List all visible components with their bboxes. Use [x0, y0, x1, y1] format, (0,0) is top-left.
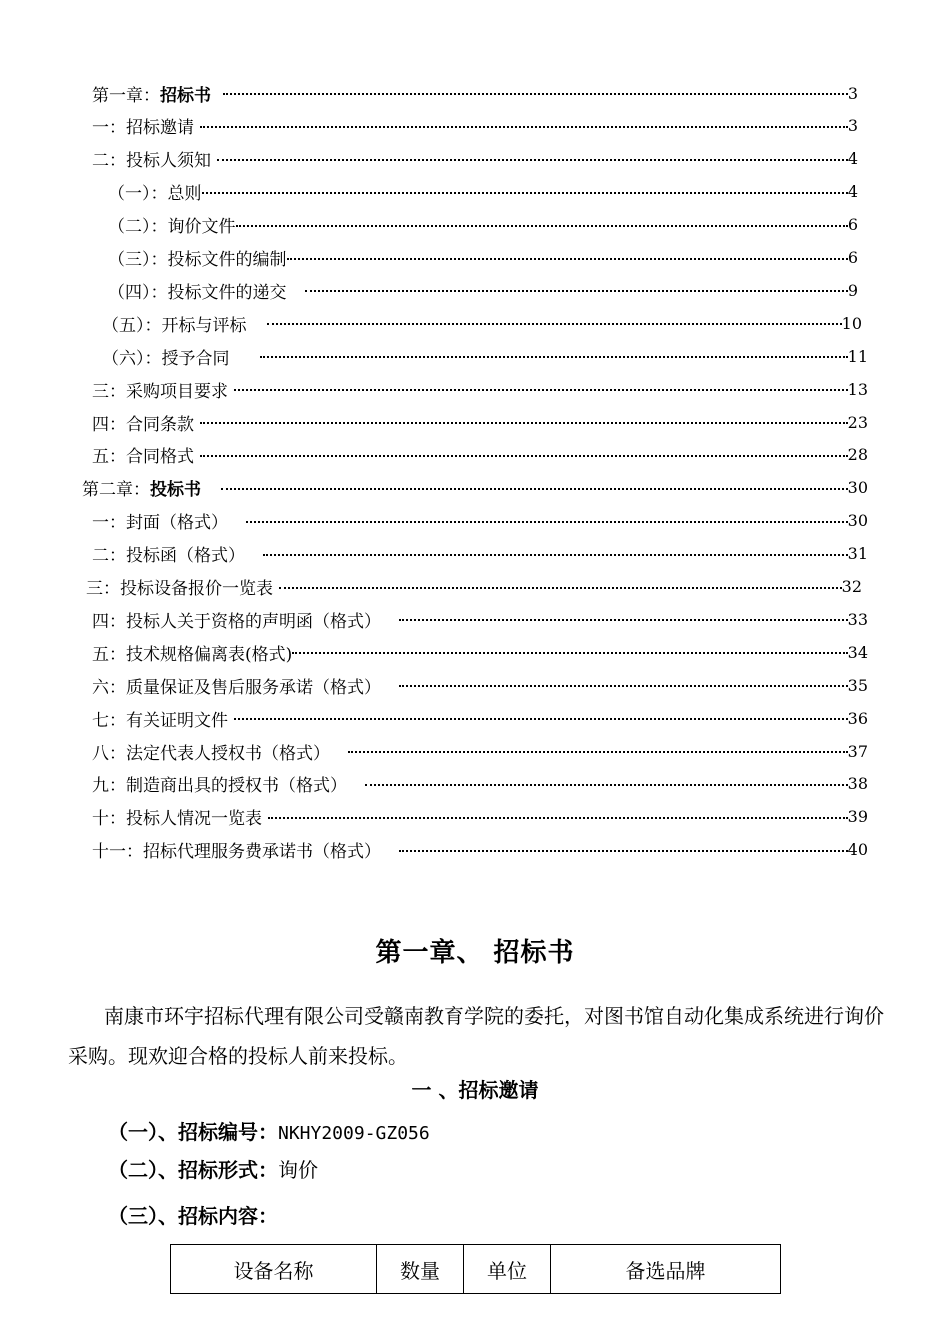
toc-page-number: 6	[847, 215, 858, 235]
toc-entry[interactable]	[92, 604, 868, 634]
toc-entry[interactable]	[92, 769, 868, 799]
toc-leader-dots	[200, 407, 848, 437]
toc-entry-label	[92, 607, 381, 632]
chapter-title: 第一章、 招标书	[375, 938, 575, 968]
toc-page-number: 10	[841, 313, 862, 333]
toc-page-number: 3	[847, 83, 858, 103]
toc-page-number: 6	[847, 248, 858, 267]
toc-entry-prefix: 第二章：	[82, 480, 150, 501]
toc-page-number: 3	[847, 116, 858, 136]
toc-entry-label	[92, 640, 292, 665]
toc-page-number: 35	[847, 675, 868, 695]
toc-page-number: 9	[847, 280, 858, 300]
toc-entry-label	[92, 508, 228, 533]
toc-entry-label	[92, 771, 347, 796]
toc-leader-dots	[268, 802, 848, 832]
toc-entry-prefix: 三：投标设备报价一览表	[86, 579, 273, 599]
toc-page-number: 33	[847, 609, 868, 629]
toc-entry-label	[92, 837, 381, 862]
toc-entry-label	[108, 212, 236, 237]
toc-leader-dots	[217, 144, 848, 174]
field-label: （一）、招标编号：	[108, 1120, 278, 1144]
toc-entry-prefix: （四）：投标文件的递交	[108, 282, 287, 303]
toc-leader-dots	[236, 210, 848, 240]
toc-entry-prefix: 一：招标邀请	[92, 118, 194, 139]
toc-entry-prefix: （三）：投标文件的编制	[108, 250, 287, 270]
toc-entry[interactable]	[82, 473, 868, 503]
toc-leader-dots	[267, 308, 842, 338]
toc-entry-label	[92, 146, 211, 171]
toc-leader-dots	[399, 835, 848, 865]
toc-entry[interactable]	[102, 341, 868, 371]
toc-entry-label	[108, 278, 287, 303]
section-title: 一 、招标邀请	[411, 1078, 539, 1102]
toc-leader-dots	[305, 275, 848, 305]
header-cell: 数量	[377, 1245, 464, 1294]
toc-entry-chapter-name: 招标书	[160, 85, 211, 106]
field-bid-number	[108, 1116, 430, 1145]
toc-entry-label	[92, 410, 194, 435]
toc-entry[interactable]	[92, 637, 868, 667]
toc-leader-dots	[200, 440, 848, 470]
toc-entry-label	[86, 574, 273, 599]
toc-entry[interactable]	[92, 835, 868, 865]
toc-page-number: 31	[847, 544, 868, 564]
toc-entry-prefix: 第一章：	[92, 85, 160, 106]
table-header-row	[171, 1245, 781, 1294]
equipment-table	[170, 1244, 781, 1294]
toc-entry-prefix: 十：投标人情况一览表	[92, 809, 262, 830]
toc-entry-prefix: 四：投标人关于资格的声明函（格式）	[92, 611, 381, 632]
toc-entry[interactable]	[108, 243, 858, 273]
toc-leader-dots	[292, 637, 847, 667]
toc-entry-prefix: 一：封面（格式）	[92, 513, 228, 534]
field-label: （二）、招标形式：	[108, 1158, 278, 1182]
toc-page-number: 23	[847, 412, 868, 432]
toc-leader-dots	[221, 473, 848, 503]
toc-entry-label	[92, 81, 211, 106]
toc-leader-dots	[260, 341, 848, 371]
toc-entry[interactable]	[92, 703, 868, 733]
toc-page-number: 30	[847, 478, 868, 498]
toc-entry[interactable]	[92, 78, 858, 108]
toc-entry-label	[82, 475, 201, 500]
toc-leader-dots	[365, 769, 848, 799]
toc-leader-dots	[287, 243, 848, 273]
toc-leader-dots	[246, 506, 848, 536]
toc-entry-prefix: 二：投标人须知	[92, 151, 211, 172]
toc-entry-prefix: 四：合同条款	[92, 414, 194, 435]
toc-entry-label	[108, 179, 202, 204]
toc-entry[interactable]	[108, 210, 858, 240]
toc-page-number: 37	[847, 741, 868, 761]
toc-page-number: 39	[847, 807, 868, 827]
toc-entry[interactable]	[86, 572, 862, 602]
toc-entry-prefix: 六：质量保证及售后服务承诺（格式）	[92, 677, 381, 698]
toc-entry-label	[92, 673, 381, 698]
toc-entry-label	[92, 804, 262, 829]
toc-entry[interactable]	[102, 308, 862, 338]
toc-entry-prefix: 五：合同格式	[92, 447, 194, 468]
toc-entry-prefix: 五：技术规格偏离表(格式)	[92, 644, 293, 665]
toc-entry[interactable]	[92, 539, 868, 569]
toc-leader-dots	[234, 374, 848, 404]
toc-entry-prefix: 七：有关证明文件	[92, 710, 228, 731]
toc-entry[interactable]	[92, 144, 858, 174]
field-label: （三）、招标内容：	[108, 1204, 278, 1228]
toc-page-number: 11	[847, 346, 868, 366]
toc-entry-chapter-name: 投标书	[150, 480, 201, 501]
toc-leader-dots	[202, 177, 848, 207]
toc-entry[interactable]	[92, 407, 868, 437]
toc-entry[interactable]	[92, 736, 868, 766]
toc-page-number: 4	[847, 182, 858, 202]
toc-entry[interactable]	[108, 177, 858, 207]
toc-entry-prefix: （一）：总则	[108, 184, 202, 205]
toc-entry-prefix: （六）：授予合同	[102, 348, 230, 369]
toc-entry[interactable]	[92, 670, 868, 700]
intro-paragraph: 南康市环宇招标代理有限公司受赣南教育学院的委托，对图书馆自动化集成系统进行询价采购。现欢迎合格的投标人前来投标。	[68, 1004, 884, 1068]
field-value: NKHY2009-GZ056	[278, 1123, 430, 1144]
toc-entry-prefix: 二：投标函（格式）	[92, 546, 245, 567]
toc-entry[interactable]	[108, 275, 858, 305]
toc-entry-label	[92, 377, 228, 402]
toc-entry[interactable]	[92, 111, 858, 141]
toc-leader-dots	[234, 703, 848, 733]
toc-entry-label	[92, 706, 228, 731]
header-cell: 设备名称	[171, 1245, 377, 1294]
toc-entry-label	[92, 442, 194, 467]
toc-entry-label	[92, 113, 194, 138]
toc-leader-dots	[399, 670, 848, 700]
toc-page-number: 38	[847, 774, 868, 794]
toc-page-number: 36	[847, 708, 868, 728]
toc-entry-prefix: （五）：开标与评标	[102, 315, 247, 336]
field-bid-form	[108, 1154, 318, 1183]
toc-entry-prefix: （二）：询价文件	[108, 217, 236, 238]
toc-page-number: 34	[847, 642, 868, 662]
toc-page-number: 40	[847, 840, 868, 860]
toc-entry-prefix: 九：制造商出具的授权书（格式）	[92, 776, 347, 797]
toc-entry[interactable]	[92, 506, 868, 536]
toc-page-number: 13	[847, 379, 868, 399]
field-value: 询价	[278, 1158, 318, 1182]
toc-entry-prefix: 三：采购项目要求	[92, 381, 228, 402]
toc-entry-label	[92, 739, 330, 764]
toc-leader-dots	[263, 539, 848, 569]
toc-entry-prefix: 十一：招标代理服务费承诺书（格式）	[92, 842, 381, 863]
toc-page-number: 28	[847, 445, 868, 465]
field-bid-content	[108, 1200, 278, 1229]
toc-entry[interactable]	[92, 374, 868, 404]
toc-page-number: 32	[841, 577, 862, 596]
toc-entry-label	[102, 344, 230, 369]
toc-page-number: 30	[847, 511, 868, 531]
toc-leader-dots	[223, 78, 848, 108]
toc-entry[interactable]	[92, 440, 868, 470]
toc-leader-dots	[348, 736, 848, 766]
toc-page-number: 4	[847, 149, 858, 169]
toc-entry-label	[108, 245, 287, 270]
header-cell: 单位	[464, 1245, 551, 1294]
toc-leader-dots	[200, 111, 848, 141]
toc-entry-label	[92, 541, 245, 566]
toc-leader-dots	[399, 604, 848, 634]
toc-entry[interactable]	[92, 802, 868, 832]
toc-entry-label	[102, 311, 247, 336]
header-cell: 备选品牌	[551, 1245, 781, 1294]
toc-entry-prefix: 八：法定代表人授权书（格式）	[92, 743, 330, 764]
toc-leader-dots	[279, 572, 842, 602]
